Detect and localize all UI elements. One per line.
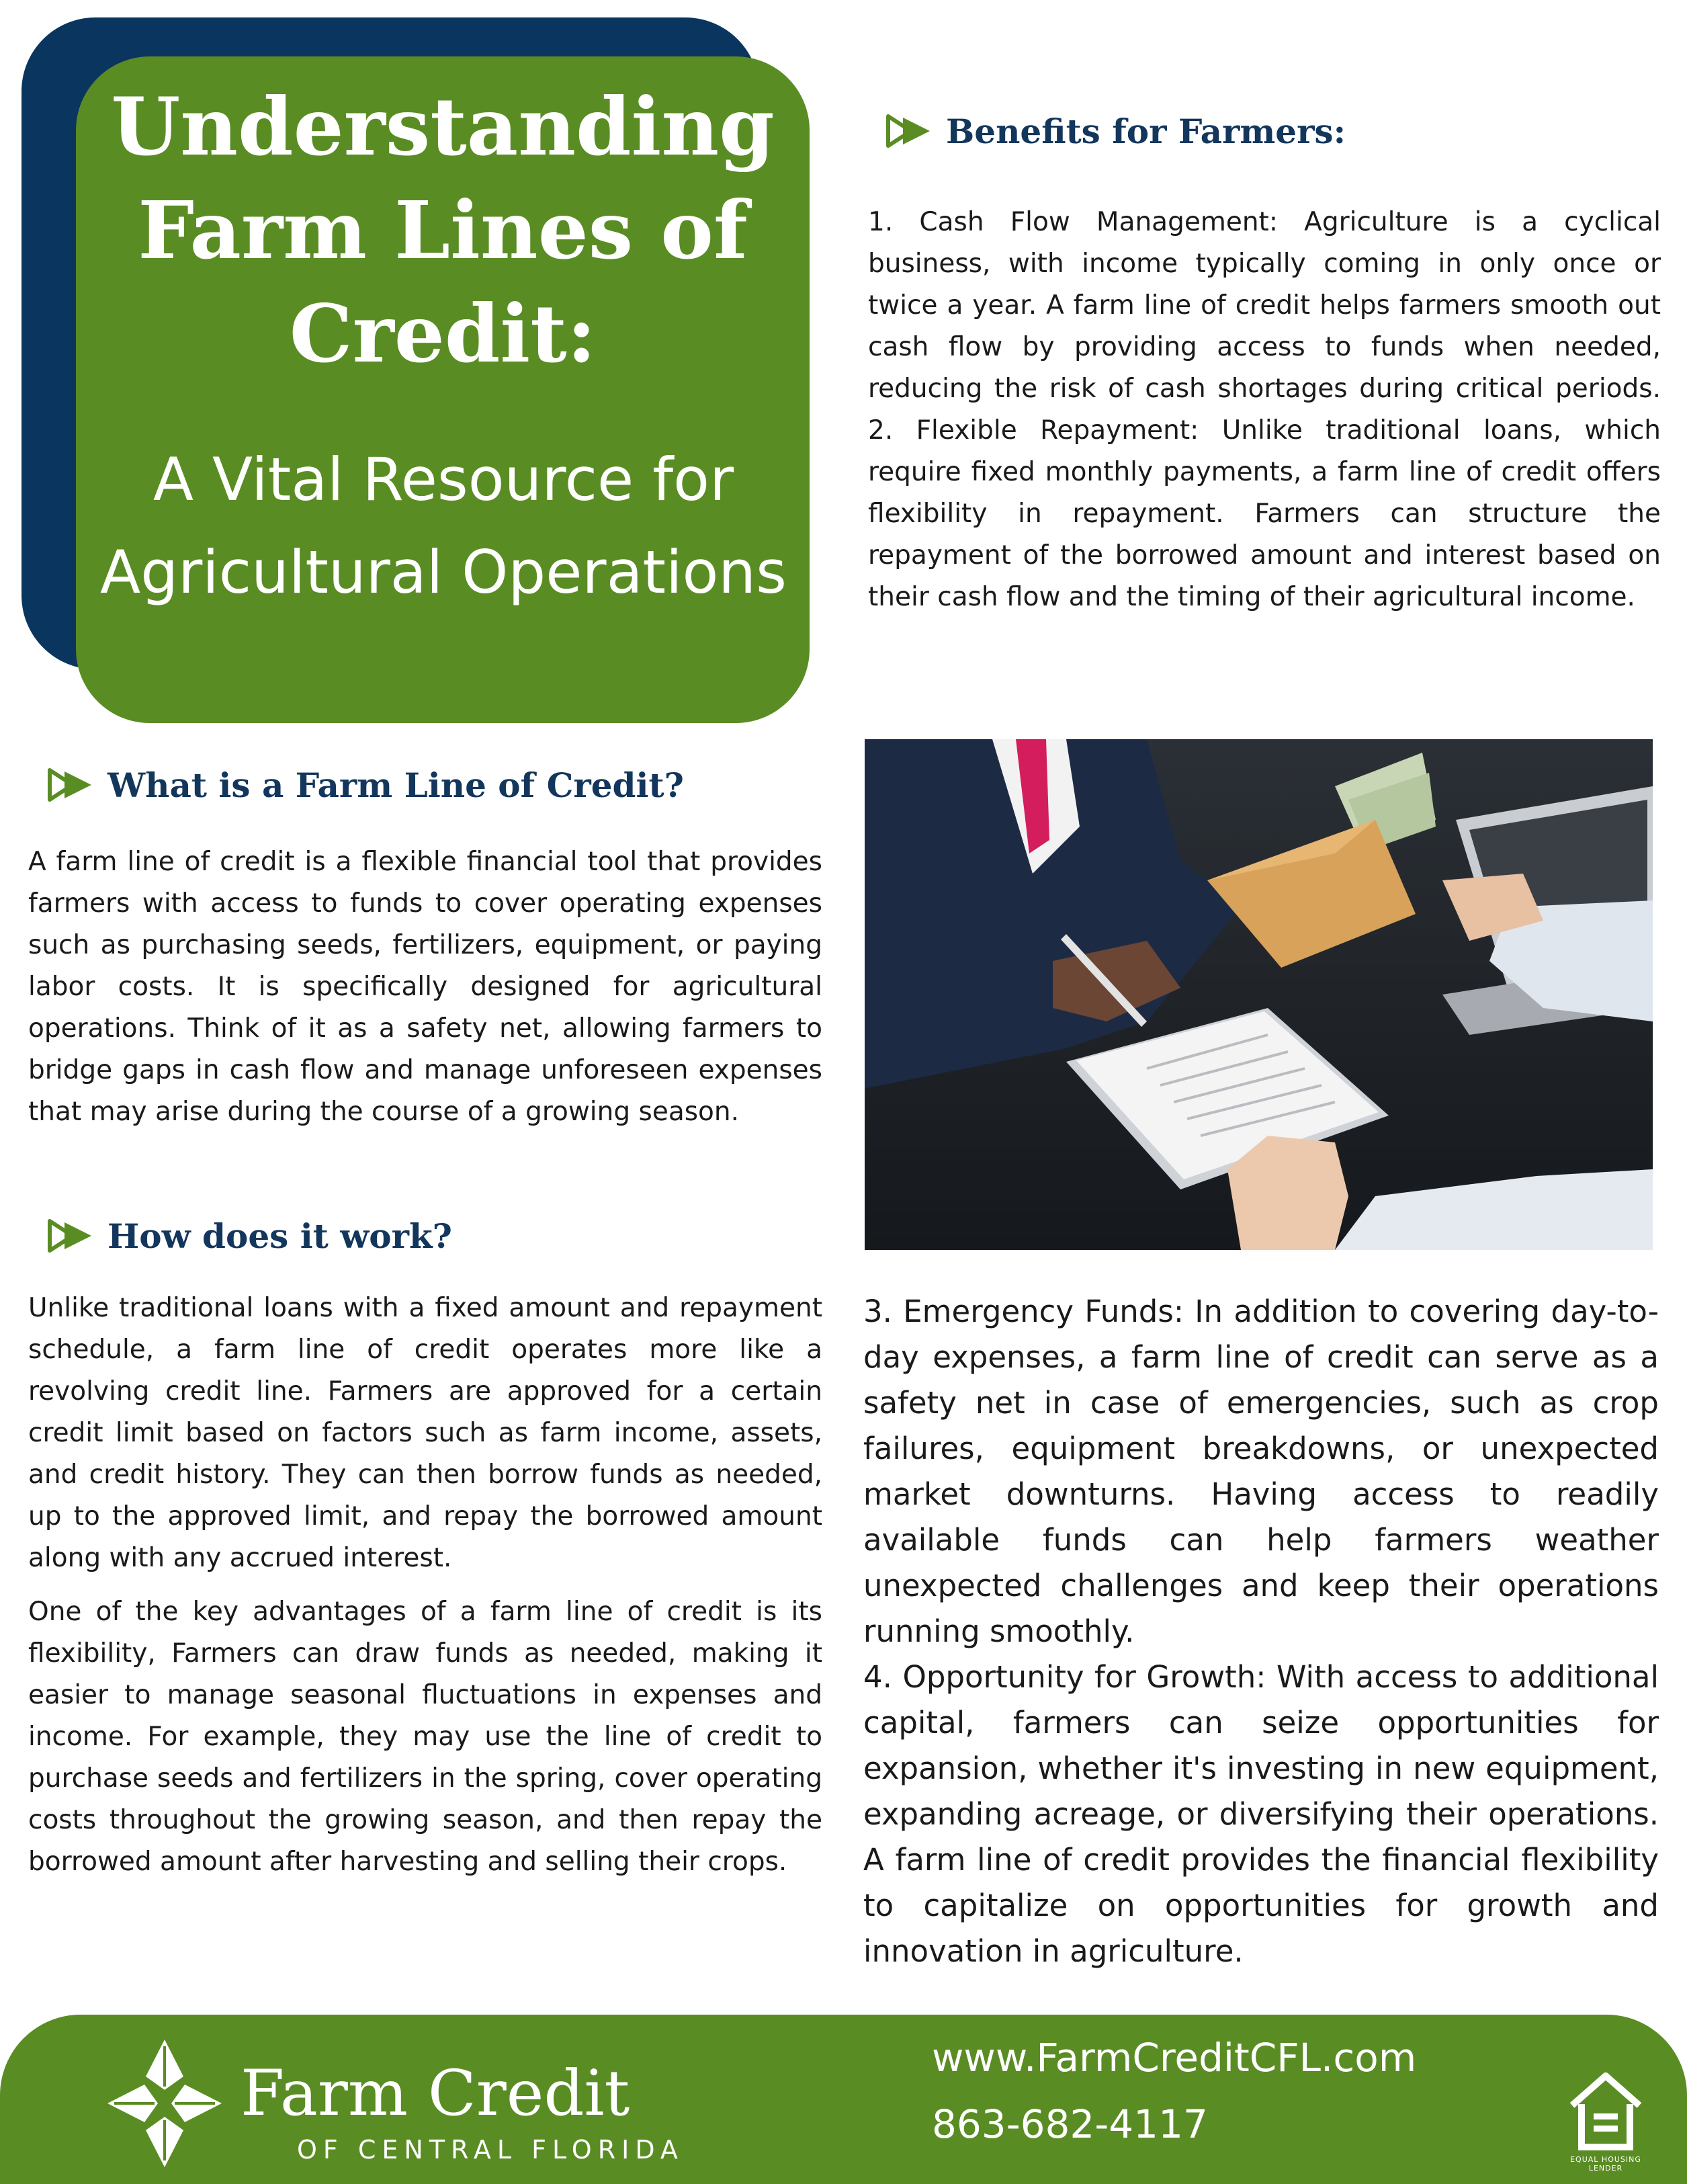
how-text-block [28,1288,822,1883]
ehl-label-line-2: LENDER [1588,2164,1623,2173]
footer-phone[interactable]: 863-682-4117 [932,2101,1208,2147]
benefit-item-4: 4. Opportunity for Growth: With access to additional capital, farmers can seize opportunities for expansion, whether it's investing in new equipment, expanding acreage, or diversifying their operations. A farm line of credit provides the financial flexibility to capitalize on opportunities for growth and innovation in agriculture. [863,1659,1659,1969]
title-line-2: Farm Lines of [138,183,748,277]
benefits-text: 1. Cash Flow Management: Agriculture is a cyclical business, with income typically coming in only once or twice a year. A farm line of credit helps farmers smooth out cash flow by providing access to funds when needed, reducing the risk of cash shortages during critical periods. 2. Flexible Repayment: Unlike traditional loans, which require fixed monthly payments, a farm line of credit offers flexibility in repayment. Farmers can structure the repayment of the borrowed amount and interest based on their cash flow and the timing of their agricultural income. [868,207,1661,612]
how-heading [47,1212,452,1259]
benefits-heading-text: Benefits for Farmers: [946,111,1346,151]
what-is-text: A farm line of credit is a flexible financial tool that provides farmers with access to funds to cover operating expenses such as purchasing seeds, fertilizers, equipment, or paying labor costs. It is specifically designed for agricultural operations. Think of it as a safety net, allowing farmers to bridge gaps in cash flow and manage unforeseen expenses that may arise during the course of a growing season. [28,847,822,1127]
farm-credit-leaf-logo [104,2036,225,2171]
how-heading-text: How does it work? [107,1216,452,1256]
handshake-photo [865,739,1653,1250]
money-exchange-illustration [865,739,1653,1250]
page-title [76,75,810,386]
equal-housing-lender-icon [1565,2066,1646,2154]
footer-brand-sub: OF CENTRAL FLORIDA [297,2135,684,2165]
title-line-3: Credit: [289,287,597,380]
page-subtitle [71,433,816,619]
ehl-label-line-1: EQUAL HOUSING [1570,2155,1641,2164]
how-text-2: One of the key advantages of a farm line of credit is its flexibility, Farmers can draw funds as needed, making it easier to manage seasonal fluctuations in expenses and income. For example, they may use the line of credit to purchase seeds and fertilizers in the spring, cover operating costs throughout the growing season, and then repay the borrowed amount after harvesting and selling their crops. [28,1597,822,1877]
benefits-text-block [868,202,1661,618]
double-play-arrow-icon [885,114,933,149]
subtitle-line-2: Agricultural Operations [100,538,787,607]
subtitle-line-1: A Vital Resource for [153,445,734,514]
what-is-heading [47,761,684,808]
ehl-label [1565,2155,1646,2173]
how-text-1: Unlike traditional loans with a fixed amount and repayment schedule, a farm line of credit operates more like a revolving credit line. Farmers are approved for a certain credit limit based on factors such as farm income, assets, and credit history. They can then borrow funds as needed, up to the approved limit, and repay the borrowed amount along with any accrued interest. [28,1293,822,1573]
benefit-item-3: 3. Emergency Funds: In addition to covering day-to-day expenses, a farm line of credit can serve as a safety net in case of emergencies, such as crop failures, equipment breakdowns, or unexpected market downturns. Having access to readily available funds can help farmers weather unexpected challenges and keep their operations running smoothly. [863,1294,1659,1649]
footer-website-link[interactable]: www.FarmCreditCFL.com [932,2035,1417,2081]
benefits-heading [885,108,1346,155]
double-play-arrow-icon [47,1218,94,1253]
benefits-more-block [863,1289,1659,1974]
title-line-1: Understanding [111,80,775,173]
what-is-text-block [28,841,822,1133]
footer-brand: Farm Credit [241,2057,630,2130]
double-play-arrow-icon [47,767,94,802]
what-is-heading-text: What is a Farm Line of Credit? [107,765,684,805]
